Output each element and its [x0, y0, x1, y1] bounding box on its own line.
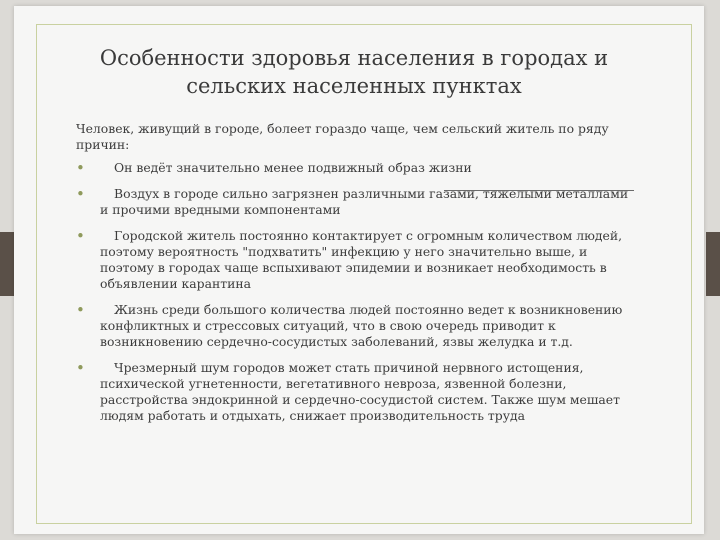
- list-item: [76, 186, 636, 218]
- bullet-text: Воздух в городе сильно загрязнен различными газами, тяжелыми металлами и прочими вредными компонентами: [100, 186, 629, 217]
- list-item: [76, 228, 636, 292]
- bullet-text: Жизнь среди большого количества людей постоянно ведет к возникновению конфликтных и стрессовых ситуаций, что в свою очередь приводит к возникновению сердечно-сосудистых заболеваний, язвы желудка и т.д.: [100, 302, 623, 349]
- bullet-icon: •: [76, 301, 85, 319]
- bullet-list: [76, 160, 636, 434]
- bullet-text: Чрезмерный шум городов может стать причиной нервного истощения, психической угнетенности, вегетативного невроза, язвенной болезни, расстройства эндокринной и сердечно-сосудистой систем. Также шум мешает людям работать и отдыхать, снижает производительность труда: [100, 360, 620, 423]
- bullet-icon: •: [76, 227, 85, 245]
- bullet-text: Он ведёт значительно менее подвижный образ жизни: [114, 160, 472, 175]
- list-item: [76, 160, 636, 176]
- bullet-icon: •: [76, 359, 85, 377]
- intro-text: Человек, живущий в городе, болеет гораздо чаще, чем сельский житель по ряду причин:: [76, 121, 609, 152]
- bullet-icon: •: [76, 159, 85, 177]
- bullet-icon: •: [76, 185, 85, 203]
- list-item: [76, 302, 636, 350]
- bullet-text: Городской житель постоянно контактирует с огромным количеством людей, поэтому вероятность "подхватить" инфекцию у него значительно выше, и поэтому в городах чаще вспыхивают эпидемии и возникает необходимость в объявлении карантина: [100, 228, 623, 291]
- slide: [14, 6, 704, 534]
- right-side-tab: [706, 232, 720, 296]
- list-item: [76, 360, 636, 424]
- left-side-tab: [0, 232, 14, 296]
- slide-title: Особенности здоровья населения в городах и сельских населенных пунктах: [99, 46, 609, 98]
